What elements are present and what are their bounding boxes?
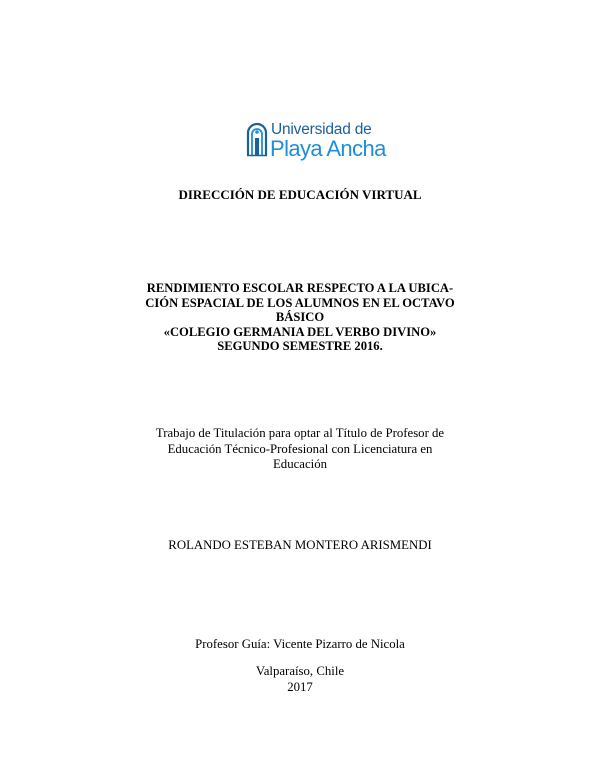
degree-description-line: Educación xyxy=(272,457,327,471)
place-text: Valparaíso, Chile xyxy=(255,664,345,678)
thesis-title-line: CIÓN ESPACIAL DE LOS ALUMNOS EN EL OCTAVO xyxy=(145,295,455,310)
university-crest-icon xyxy=(246,121,268,157)
thesis-title-line: «COLEGIO GERMANIA DEL VERBO DIVINO» xyxy=(163,324,437,339)
logo-text-line2: Playa Ancha xyxy=(270,136,386,161)
author-name: ROLANDO ESTEBAN MONTERO ARISMENDI xyxy=(168,538,432,552)
university-logo xyxy=(246,121,396,161)
thesis-title xyxy=(0,281,600,354)
place-and-year xyxy=(0,664,600,695)
advisor-line: Profesor Guía: Vicente Pizarro de Nicola xyxy=(195,637,405,651)
degree-description xyxy=(0,426,600,473)
logo-text-line1: Universidad de xyxy=(271,121,372,138)
thesis-title-line: SEGUNDO SEMESTRE 2016. xyxy=(217,339,383,354)
degree-description-line: Trabajo de Titulación para optar al Título de Profesor de xyxy=(155,426,445,440)
degree-description-line: Educación Técnico-Profesional con Licenciatura en xyxy=(167,441,433,456)
department-heading: DIRECCIÓN DE EDUCACIÓN VIRTUAL xyxy=(178,187,422,202)
thesis-title-line: BÁSICO xyxy=(275,310,325,325)
year-text: 2017 xyxy=(287,679,313,694)
thesis-title-line: RENDIMIENTO ESCOLAR RESPECTO A LA UBICA- xyxy=(146,281,454,295)
